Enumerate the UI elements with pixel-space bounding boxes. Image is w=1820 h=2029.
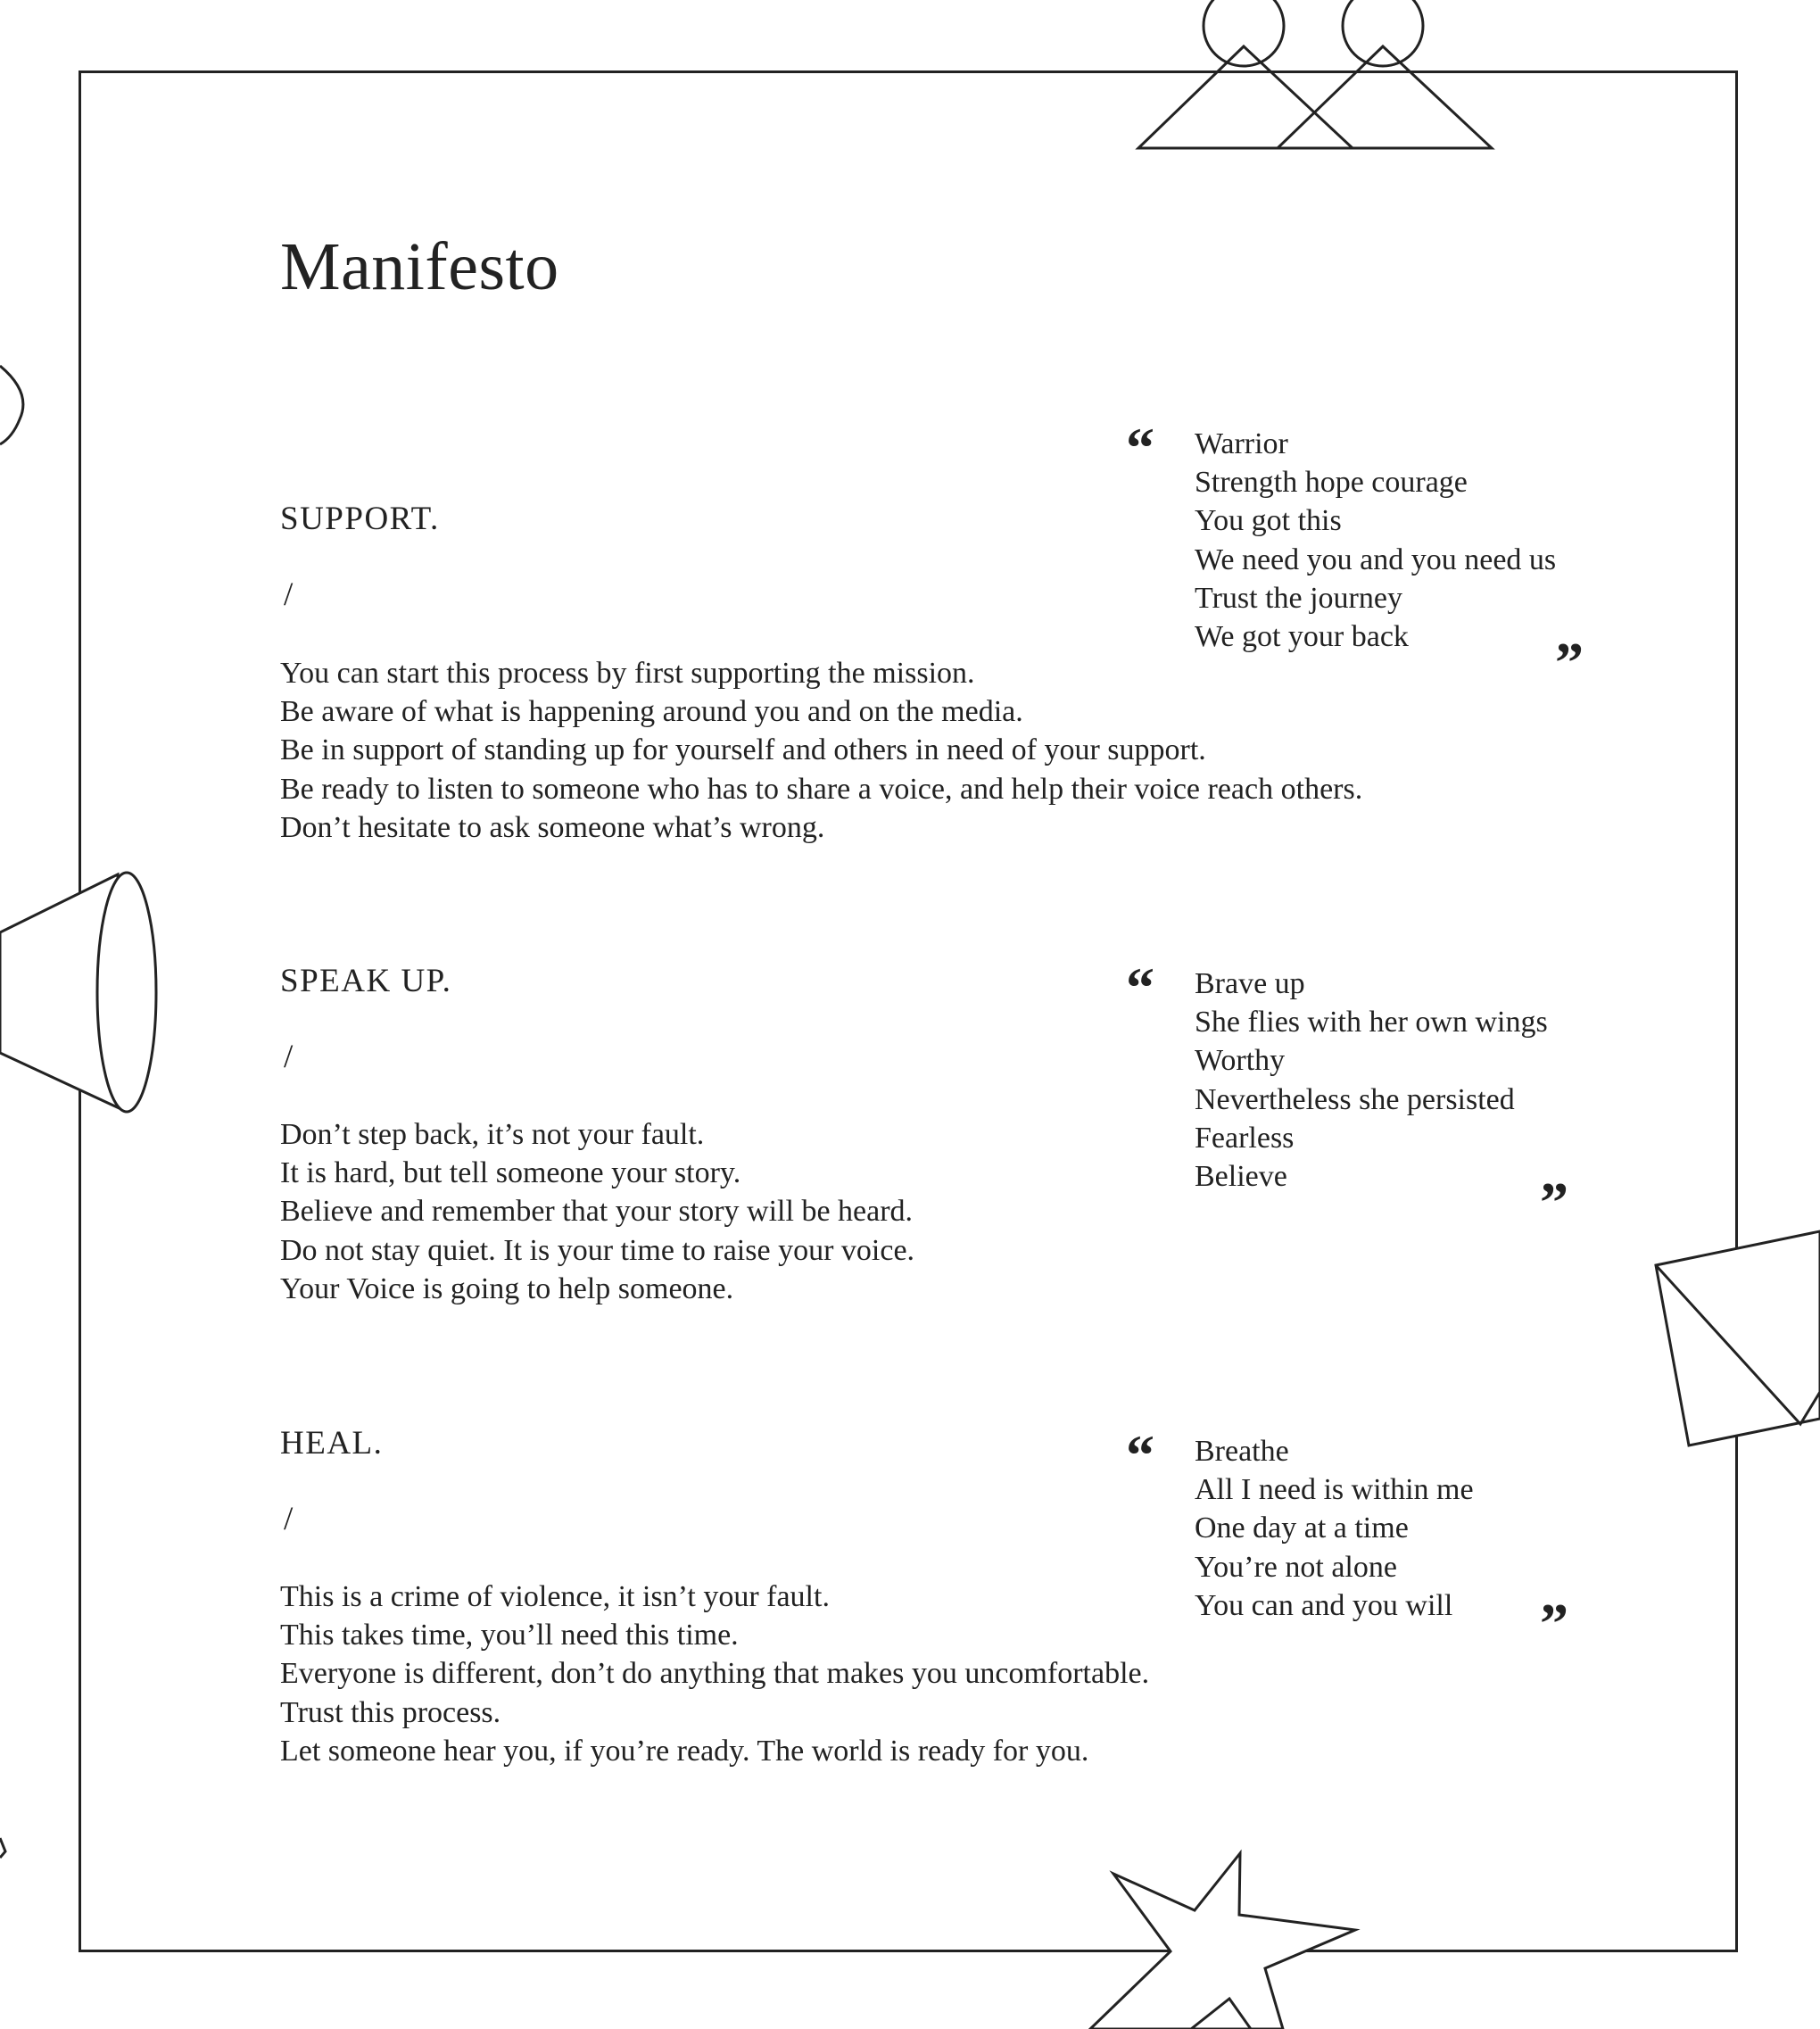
body-line: Trust this process.	[280, 1695, 501, 1729]
quote-line: All I need is within me	[1195, 1473, 1474, 1507]
quote-line: Believe	[1195, 1160, 1287, 1194]
body-line: This takes time, you’ll need this time.	[280, 1619, 739, 1652]
quote-line: Brave up	[1195, 967, 1305, 1000]
body-line: Be in support of standing up for yourself and others in need of your support.	[280, 733, 1206, 767]
close-quote-mark: ”	[1555, 631, 1584, 694]
section-divider: /	[284, 576, 294, 613]
section-heading: SPEAK UP.	[280, 963, 452, 999]
quote-line: You’re not alone	[1195, 1550, 1397, 1584]
quote-block	[1195, 965, 1548, 1196]
body-line: Be aware of what is happening around you and on the media.	[280, 695, 1023, 729]
quote-block	[1195, 425, 1556, 656]
body-line: You can start this process by first supporting the mission.	[280, 657, 975, 690]
body-line: This is a crime of violence, it isn’t your fault.	[280, 1580, 830, 1613]
quote-line: Nevertheless she persisted	[1195, 1082, 1515, 1116]
body-line: It is hard, but tell someone your story.	[280, 1156, 741, 1190]
section-divider: /	[284, 1501, 294, 1537]
quote-line: Strength hope courage	[1195, 466, 1468, 500]
quote-line: You got this	[1195, 504, 1342, 538]
quote-line: Warrior	[1195, 427, 1288, 460]
section-body	[280, 1578, 1149, 1770]
quote-line: Breathe	[1195, 1435, 1289, 1468]
quote-line: One day at a time	[1195, 1511, 1409, 1545]
quote-line: Fearless	[1195, 1121, 1295, 1155]
quote-line: Worthy	[1195, 1044, 1286, 1078]
body-line: Everyone is different, don’t do anything that makes you uncomfortable.	[280, 1657, 1150, 1691]
quote-line: We got your back	[1195, 620, 1409, 654]
quote-line: She flies with her own wings	[1195, 1006, 1548, 1039]
section-divider: /	[284, 1039, 294, 1075]
body-line: Don’t hesitate to ask someone what’s wrong.	[280, 810, 825, 844]
section-body	[280, 1115, 914, 1308]
body-line: Believe and remember that your story will be heard.	[280, 1195, 914, 1229]
body-line: Your Voice is going to help someone.	[280, 1271, 734, 1305]
close-quote-mark: ”	[1540, 1592, 1568, 1655]
body-line: Don’t step back, it’s not your fault.	[280, 1118, 705, 1151]
body-line: Do not stay quiet. It is your time to raise your voice.	[280, 1233, 915, 1267]
open-quote-mark: “	[1126, 1423, 1154, 1487]
quote-line: You can and you will	[1195, 1588, 1453, 1622]
quote-line: We need you and you need us	[1195, 542, 1557, 576]
section-heading: HEAL.	[280, 1425, 384, 1462]
section-heading: SUPPORT.	[280, 501, 440, 537]
quote-line: Trust the journey	[1195, 581, 1402, 615]
page-title: Manifesto	[280, 229, 559, 304]
open-quote-mark: “	[1126, 956, 1154, 1019]
partial-shape-left-icon	[0, 366, 23, 1858]
close-quote-mark: ”	[1540, 1171, 1568, 1234]
section-body	[280, 654, 1362, 847]
body-line: Be ready to listen to someone who has to share a voice, and help their voice reach others.	[280, 772, 1363, 806]
quote-block	[1195, 1432, 1474, 1625]
body-line: Let someone hear you, if you’re ready. The world is ready for you.	[280, 1734, 1089, 1768]
open-quote-mark: “	[1126, 416, 1154, 479]
